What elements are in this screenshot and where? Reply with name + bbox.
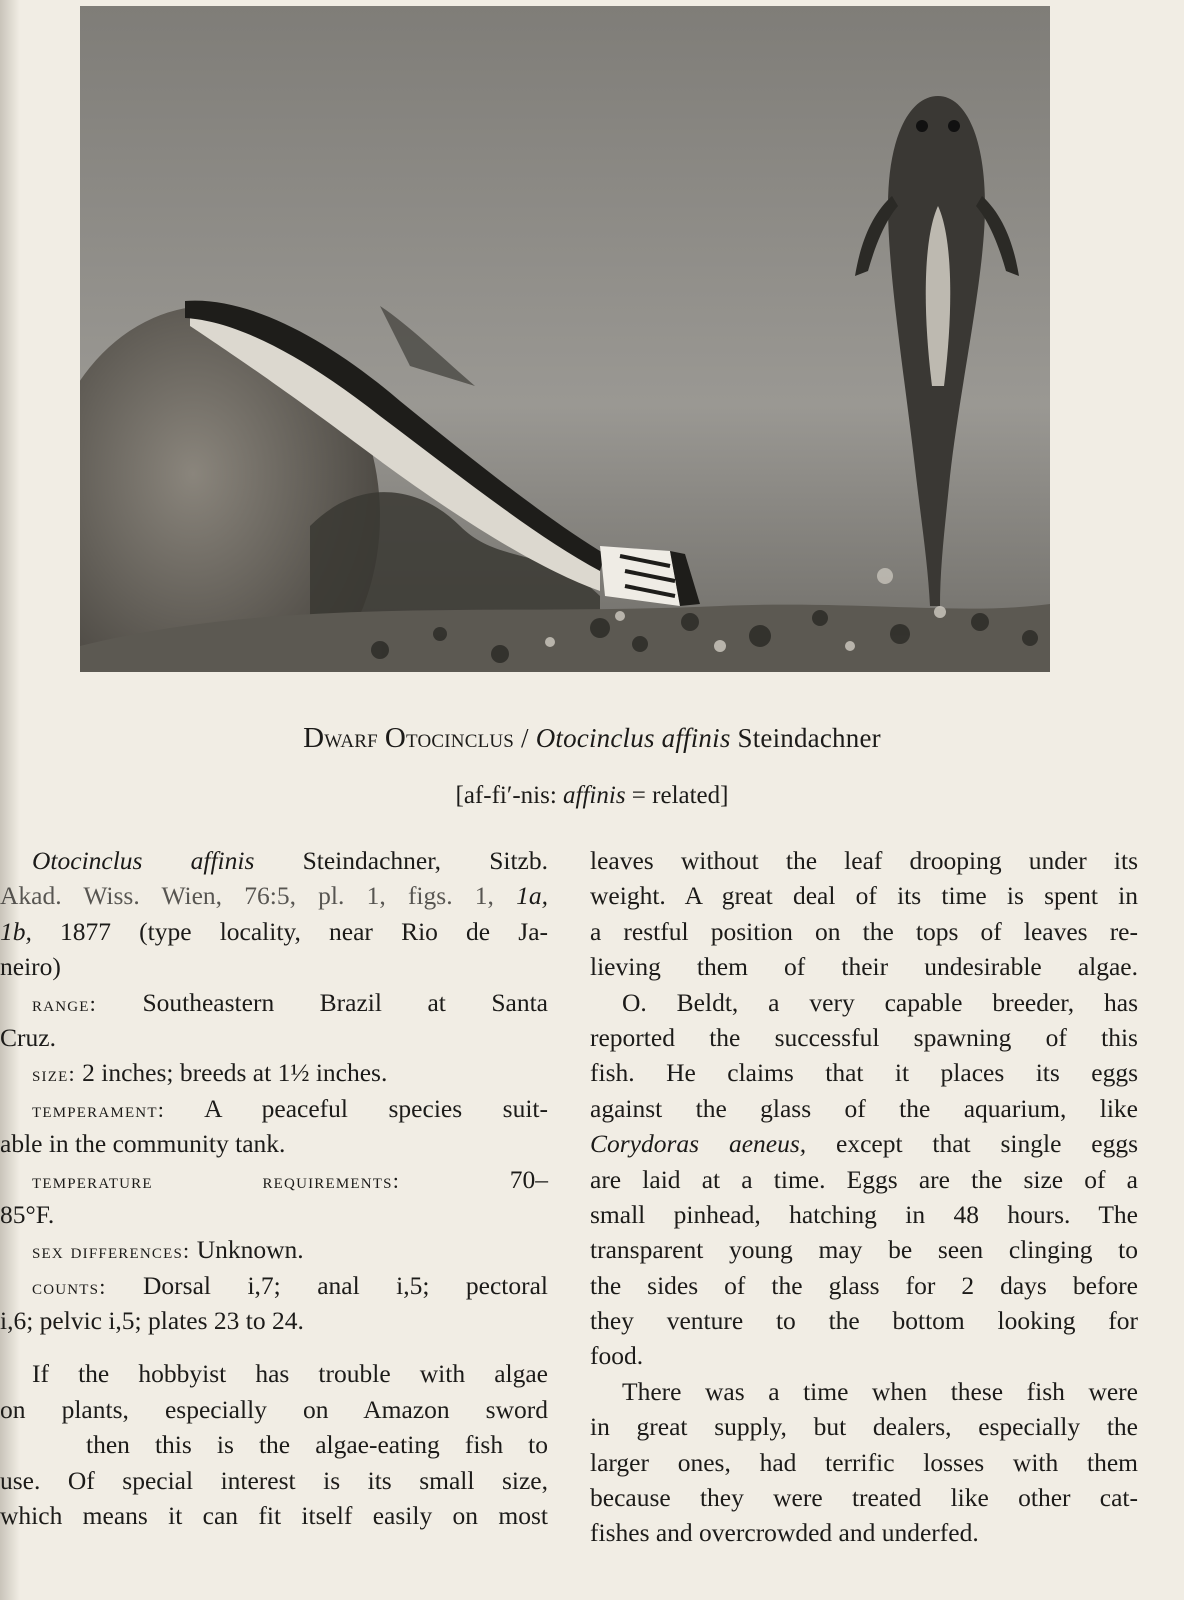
counts-line [0,1268,548,1303]
body-line: are laid at a time. Eggs are the size of a [590,1164,1138,1194]
air-bubble [877,568,893,584]
body-line [590,1126,1138,1161]
citation-text: Akad. Wiss. Wien, 76:5, pl. 1, figs. 1, [0,881,494,911]
citation-text: 1877 (type locality, near Rio de Ja- [60,916,548,946]
temperament-label: temperament: [32,1096,166,1122]
body-line: There was a time when these fish were [622,1376,1138,1406]
body-line: then this is the algae-eating fish to [86,1430,548,1460]
species-title [0,722,1184,755]
body-line: because they were treated like other cat- [590,1483,1138,1513]
citation-figure: 1b, [0,916,32,946]
body-line: on plants, especially on Amazon sword [0,1394,548,1424]
sex-differences-label: sex differences: [32,1238,191,1264]
body-line: small pinhead, hatching in 48 hours. The [590,1199,1138,1229]
citation-line [0,914,548,949]
body-line: lieving them of their undesirable algae. [590,952,1138,982]
title-rest-1: warf [324,723,378,753]
requirements-label: requirements: [262,1167,401,1193]
counts-label: counts: [32,1273,107,1299]
counts-text: Dorsal i,7; anal i,5; pectoral [143,1270,548,1300]
range-text: Southeastern Brazil at Santa [142,987,548,1017]
counts-line [0,1303,548,1338]
body-line: against the glass of the aquarium, like [590,1093,1138,1123]
sex-differences-text: Unknown. [196,1235,304,1265]
title-initial-1: D [303,722,325,754]
size-text: 2 inches; breeds at 1½ inches. [82,1058,388,1088]
body-line: reported the successful spawning of this [590,1022,1138,1052]
citation-text: neiro) [0,952,61,982]
size-label: size: [32,1061,76,1087]
title-separator: / [521,723,529,753]
body-line: they venture to the bottom looking for [590,1306,1138,1336]
temperature-line [0,1162,548,1197]
citation-name: Otocinclus affinis [32,846,255,875]
body-line: fish. He claims that it places its eggs [590,1058,1138,1088]
range-text: Cruz. [0,1022,56,1052]
size-line [0,1055,548,1090]
title-rest-2: tocinclus [406,723,515,753]
body-line: leaves without the leaf drooping under its [590,846,1138,875]
fish-photo-illustration [80,6,1050,672]
citation-line [0,878,548,913]
temperament-line [0,1091,548,1126]
citation-line [0,843,548,878]
temperament-text: A peaceful species suit- [204,1093,548,1123]
body-line: the sides of the glass for 2 days before [590,1270,1138,1300]
body-line: food. [590,1341,644,1371]
body-line: O. Beldt, a very capable breeder, has [622,987,1138,1017]
right-column [590,843,1138,1551]
citation-figure: 1a, [516,881,548,911]
title-author: Steindachner [737,723,881,753]
citation-line [0,949,548,984]
title-initial-2: O [384,722,406,754]
temperature-value: 85°F. [0,1199,55,1229]
species-reference: Corydoras aeneus, [590,1129,807,1159]
pronunciation [0,782,1184,810]
citation-text: Steindachner, Sitzb. [302,846,549,875]
range-label: range: [32,990,97,1016]
range-line [0,985,548,1020]
pronunciation-term: affinis [563,782,626,809]
temperament-line [0,1126,548,1161]
fish-photograph [80,6,1050,672]
title-scientific-name: Otocinclus affinis [535,723,731,753]
body-text: except that single eggs [836,1129,1138,1159]
temperature-value: 70– [509,1164,549,1194]
body-line: If the hobbyist has trouble with algae [32,1359,548,1389]
pronunciation-open: [af-fi′-nis: [455,782,557,809]
pronunciation-meaning: = related] [631,782,729,809]
body-line: transparent young may be seen clinging to [590,1235,1138,1265]
sex-differences-line [0,1232,548,1267]
body-line: weight. A great deal of its time is spent in [590,881,1138,911]
range-line [0,1020,548,1055]
counts-text: i,6; pelvic i,5; plates 23 to 24. [0,1306,304,1336]
body-line: larger ones, had terrific losses with them [590,1447,1138,1477]
body-line: in great supply, but dealers, especially the [590,1412,1138,1442]
body-line: fishes and overcrowded and underfed. [590,1518,979,1548]
body-line: a restful position on the tops of leaves re- [590,916,1138,946]
temperature-label: temperature [32,1167,153,1193]
left-column [0,843,548,1533]
body-line: use. Of special interest is its small size, [0,1465,548,1495]
temperature-line [0,1197,548,1232]
body-line: which means it can fit itself easily on most [0,1501,548,1531]
temperament-text: able in the community tank. [0,1129,286,1159]
